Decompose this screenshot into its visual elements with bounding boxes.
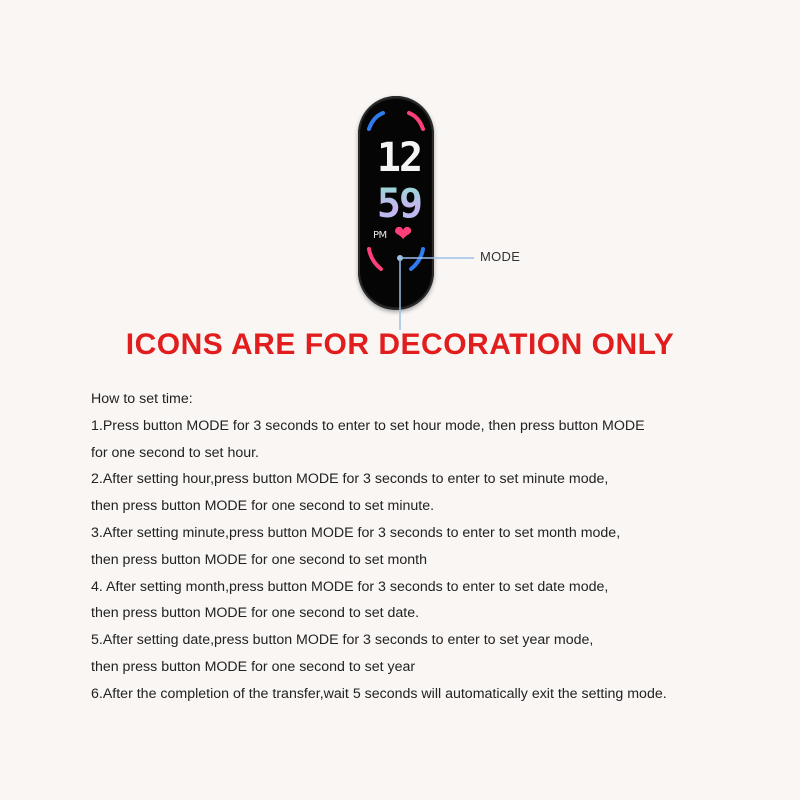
instruction-line: 1.Press button MODE for 3 seconds to enter to set hour mode, then press button MODE <box>91 417 645 434</box>
decoration-notice: ICONS ARE FOR DECORATION ONLY <box>125 328 675 361</box>
mode-button-dot[interactable] <box>397 255 403 261</box>
instruction-line: then press button MODE for one second to set date. <box>91 605 420 622</box>
instruction-title: How to set time: <box>91 391 193 407</box>
mode-button-label: MODE <box>480 249 521 264</box>
instruction-line: 3.After setting minute,press button MODE for 3 seconds to enter to set month mode, <box>91 524 621 541</box>
instruction-line: 6.After the completion of the transfer,wait 5 seconds will automatically exit the setting mode. <box>91 685 667 702</box>
instruction-line: then press button MODE for one second to set minute. <box>91 498 435 515</box>
time-setting-instructions <box>91 386 761 708</box>
instruction-line: 2.After setting hour,press button MODE for 3 seconds to enter to set minute mode, <box>91 471 609 488</box>
instruction-line: 4. After setting month,press button MODE for 3 seconds to enter to set date mode, <box>91 578 609 595</box>
heart-icon: ❤ <box>394 221 413 246</box>
minute-display: 59 <box>376 181 422 227</box>
instruction-line: then press button MODE for one second to set year <box>91 658 416 675</box>
ampm-indicator: PM <box>373 230 387 241</box>
instruction-line: 5.After setting date,press button MODE for 3 seconds to enter to set year mode, <box>91 632 594 649</box>
instruction-line: for one second to set hour. <box>91 444 259 461</box>
hour-display: 12 <box>376 135 422 181</box>
instruction-line: then press button MODE for one second to set month <box>91 551 427 568</box>
